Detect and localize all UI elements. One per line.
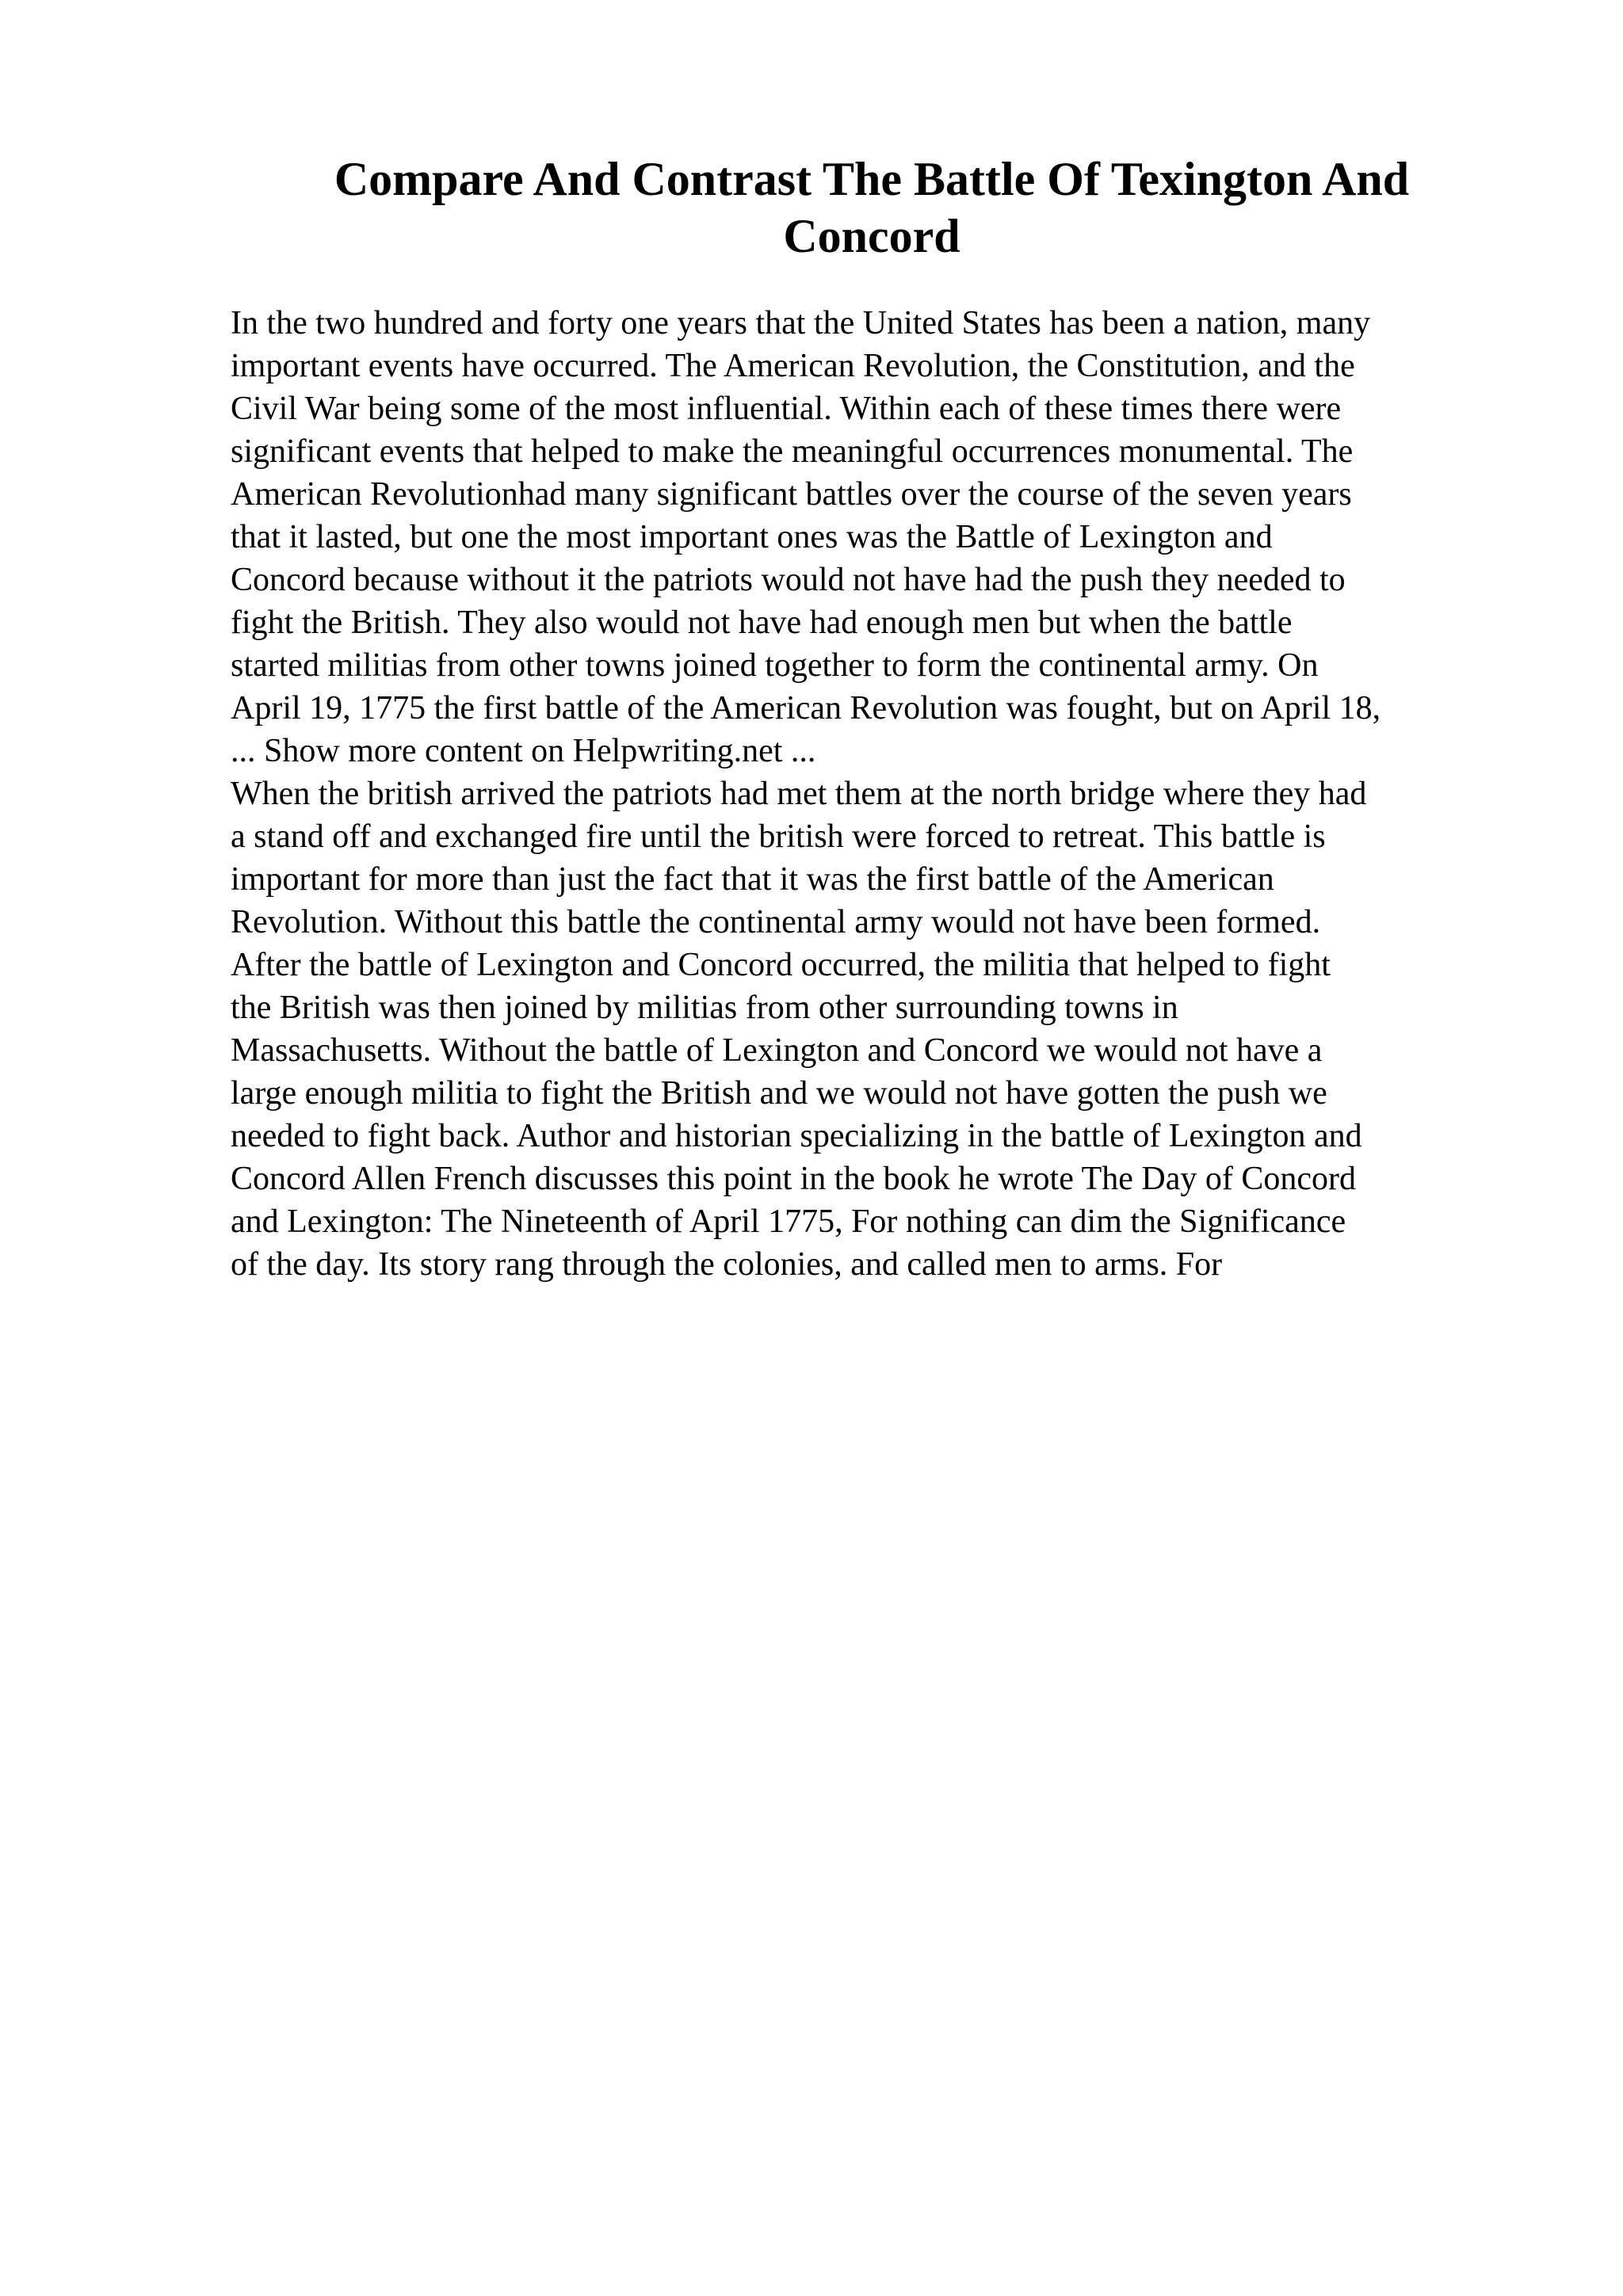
title-line: Compare And Contrast The Battle Of Texington And [334, 153, 1410, 205]
show-more-notice: ... Show more content on Helpwriting.net ... [231, 733, 816, 769]
text-line: Concord because without it the patriots would not have had the push they needed to [231, 562, 1346, 598]
text-line: Concord Allen French discusses this point in the book he wrote The Day of Concord [231, 1161, 1357, 1197]
text-line: important events have occurred. The American Revolution, the Constitution, and the [231, 348, 1355, 384]
document-title [230, 151, 1514, 265]
text-line: needed to fight back. Author and historian specializing in the battle of Lexington and [231, 1118, 1362, 1154]
text-line: Massachusetts. Without the battle of Lexington and Concord we would not have a [231, 1032, 1323, 1069]
title-line: Concord [783, 210, 960, 262]
text-line: Revolution. Without this battle the continental army would not have been formed. [231, 904, 1321, 940]
text-line: After the battle of Lexington and Concord occurred, the militia that helped to fight [231, 947, 1331, 983]
text-line: American Revolutionhad many significant battles over the course of the seven years [231, 476, 1352, 513]
text-line: and Lexington: The Nineteenth of April 1775, For nothing can dim the Significance [231, 1203, 1346, 1240]
text-line: started militias from other towns joined together to form the continental army. On [231, 647, 1319, 684]
text-line: When the british arrived the patriots had met them at the north bridge where they had [231, 776, 1367, 812]
text-line: April 19, 1775 the first battle of the American Revolution was fought, but on April 18, [231, 690, 1381, 727]
paragraph-intro [231, 302, 1546, 772]
text-line: significant events that helped to make the meaningful occurrences monumental. The [231, 433, 1354, 470]
text-line: Civil War being some of the most influential. Within each of these times there were [231, 391, 1342, 427]
text-line: In the two hundred and forty one years that the United States has been a nation, many [231, 305, 1371, 341]
text-line: the British was then joined by militias from other surrounding towns in [231, 990, 1178, 1026]
text-line: of the day. Its story rang through the colonies, and called men to arms. For [231, 1246, 1223, 1283]
text-line: a stand off and exchanged fire until the british were forced to retreat. This battle is [231, 818, 1326, 855]
paragraph-continued [231, 772, 1546, 1286]
text-line: that it lasted, but one the most important ones was the Battle of Lexington and [231, 519, 1273, 555]
text-line: fight the British. They also would not have had enough men but when the battle [231, 605, 1293, 641]
text-line: important for more than just the fact that it was the first battle of the American [231, 861, 1274, 898]
text-line: large enough militia to fight the British and we would not have gotten the push we [231, 1075, 1327, 1112]
